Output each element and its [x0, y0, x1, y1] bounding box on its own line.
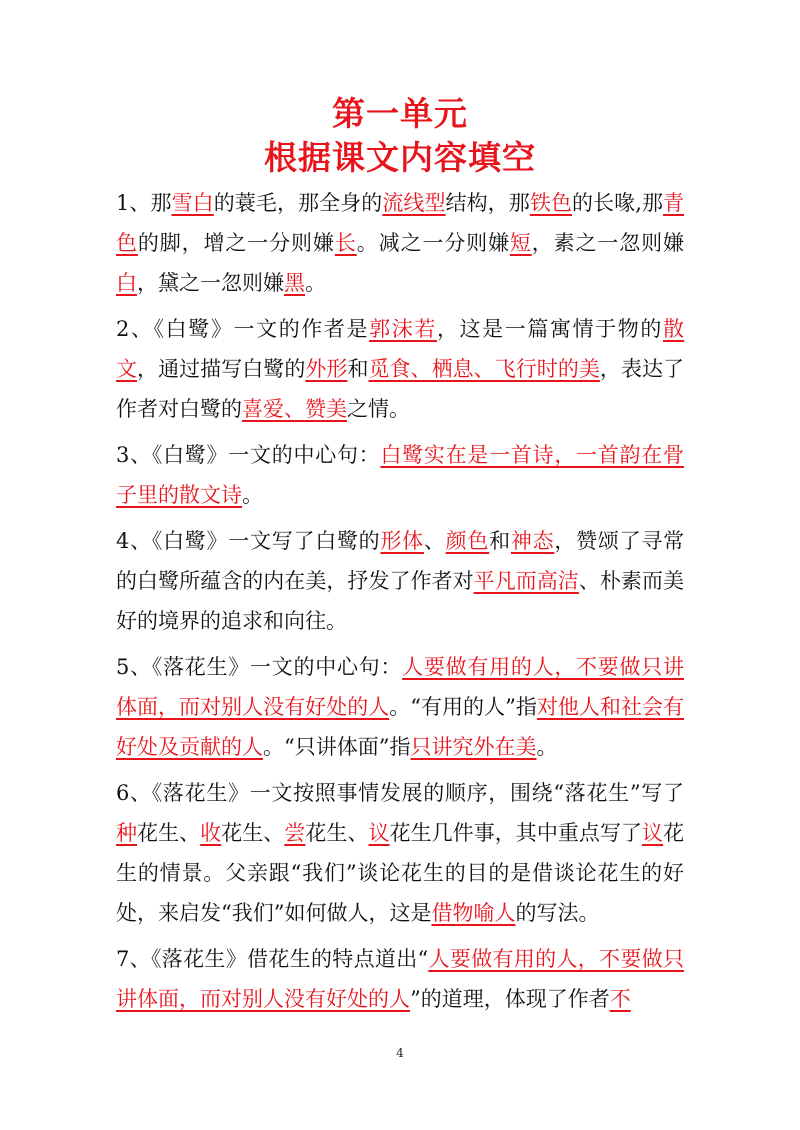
question-text: ，赞颂了寻常的白鹭所蕴含的内在美，抒发了作者对 — [116, 529, 685, 593]
question-text: ，这是一篇寓情于物的 — [436, 317, 664, 341]
answer-blank: 长 — [334, 231, 357, 255]
question-text: 的脚，增之一分则嫌 — [137, 231, 335, 255]
answer-blank: 白鹭实在是一首诗，一首韵在骨子里的散文诗 — [116, 443, 684, 507]
question-text: 的蓑毛，那全身的 — [213, 191, 383, 215]
question-item-2 — [116, 309, 684, 429]
answer-blank: 人要做有用的人，不要做只讲体面，而对别人没有好处的人 — [116, 947, 684, 1011]
question-text: 6、《落花生》一文按照事情发展的顺序，围绕“落花生”写了 — [116, 781, 684, 805]
question-text: ，表达了作者对白鹭的 — [116, 357, 685, 421]
answer-blank: 黑 — [284, 271, 305, 295]
answer-blank: 借物喻人 — [431, 901, 516, 925]
answer-blank: 外形 — [305, 357, 348, 381]
answer-blank: 议 — [642, 821, 664, 845]
question-text: 和 — [347, 357, 369, 381]
question-text: 4、《白鹭》一文写了白鹭的 — [116, 529, 381, 553]
question-text: 2、《白鹭》一文的作者是 — [116, 317, 370, 341]
answer-blank: 铁色 — [529, 191, 572, 215]
question-text: ，黛之一忽则嫌 — [137, 271, 284, 295]
answer-blank: 喜爱、赞美 — [242, 397, 347, 421]
title-block — [0, 92, 800, 180]
answer-blank: 青色 — [116, 191, 685, 255]
question-text: 。 — [536, 735, 558, 759]
task-title: 根据课文内容填空 — [264, 138, 536, 177]
question-text: 之情。 — [347, 397, 410, 421]
answer-blank: 短 — [509, 231, 532, 255]
question-text: ”的道理，体现了作者 — [410, 987, 610, 1011]
answer-blank: 平凡而高洁 — [473, 569, 579, 593]
answer-blank: 雪白 — [171, 191, 214, 215]
question-text: 。 — [305, 271, 326, 295]
question-item-5 — [116, 647, 684, 767]
question-text: 结构，那 — [445, 191, 530, 215]
answer-blank: 流线型 — [382, 191, 446, 215]
answer-blank: 不 — [609, 987, 631, 1011]
question-text: ，素之一忽则嫌 — [531, 231, 685, 255]
answer-blank: 散文 — [116, 317, 685, 381]
question-text: 。“只讲体面”指 — [263, 735, 411, 759]
question-text: 花生、 — [221, 821, 285, 845]
question-text: 花生几件事，其中重点写了 — [389, 821, 643, 845]
answer-blank: 人要做有用的人，不要做只讲体面，而对别人没有好处的人 — [116, 655, 684, 719]
page-number: 4 — [396, 1046, 404, 1060]
question-text: 1、那 — [116, 191, 172, 215]
question-text: 、 — [423, 529, 446, 553]
question-text: 花生、 — [137, 821, 201, 845]
question-text: 7、《落花生》借花生的特点道出“ — [116, 947, 429, 971]
question-text: 花生的情景。父亲跟“我们”谈论花生的目的是借谈论花生的好处，来启发“我们”如何做人，这是 — [116, 821, 685, 925]
question-text: 5、《落花生》一文的中心句： — [116, 655, 403, 679]
answer-blank: 收 — [200, 821, 222, 845]
question-text: 。 — [242, 483, 263, 507]
fill-in-questions — [116, 183, 684, 1025]
answer-blank: 尝 — [284, 821, 306, 845]
answer-blank: 觅食、栖息、飞行时的美 — [368, 357, 600, 381]
question-text: 的写法。 — [515, 901, 600, 925]
question-item-4 — [116, 521, 684, 641]
question-text: 。减之一分则嫌 — [356, 231, 510, 255]
answer-blank: 只讲究外在美 — [410, 735, 537, 759]
answer-blank: 神态 — [510, 529, 555, 553]
question-item-3 — [116, 435, 684, 515]
answer-blank: 对他人和社会有好处及贡献的人 — [116, 695, 684, 759]
answer-blank: 议 — [368, 821, 390, 845]
question-text: 和 — [489, 529, 511, 553]
answer-blank: 种 — [116, 821, 138, 845]
question-text: 、朴素而美好的境界的追求和向往。 — [116, 569, 685, 633]
question-item-7 — [116, 939, 684, 1019]
question-text: 3、《白鹭》一文的中心句： — [116, 443, 381, 467]
answer-blank: 形体 — [380, 529, 424, 553]
question-text: 花生、 — [305, 821, 369, 845]
question-item-6 — [116, 773, 684, 933]
answer-blank: 颜色 — [445, 529, 490, 553]
question-text: ，通过描写白鹭的 — [137, 357, 306, 381]
answer-blank: 郭沫若 — [369, 317, 437, 341]
answer-blank: 白 — [116, 271, 137, 295]
question-text: 的长喙,那 — [571, 191, 664, 215]
question-item-1 — [116, 183, 684, 303]
question-text: 。“有用的人”指 — [389, 695, 537, 719]
unit-title: 第一单元 — [332, 94, 468, 133]
